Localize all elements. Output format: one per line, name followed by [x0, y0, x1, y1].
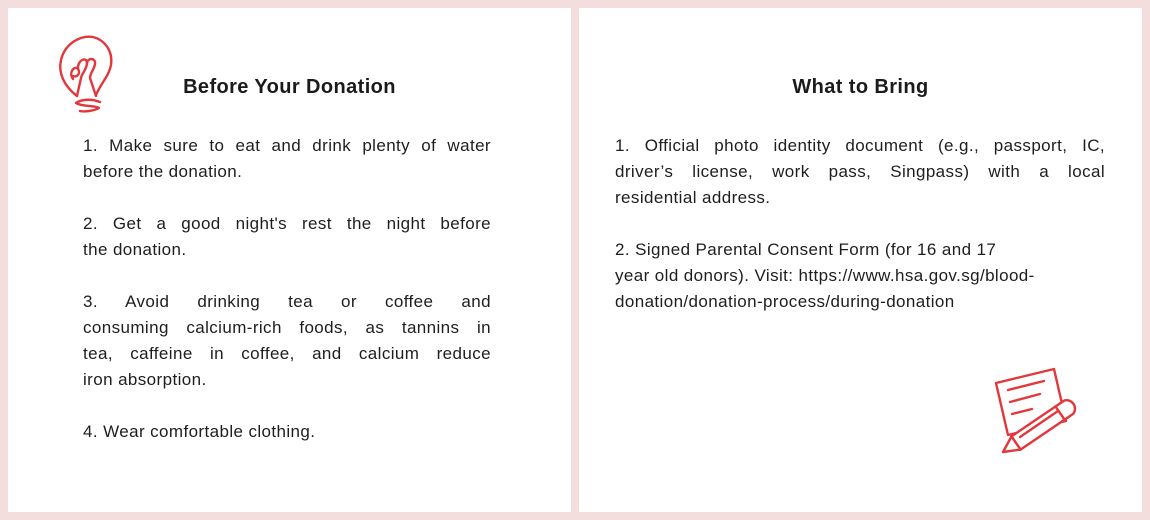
list-item-line: driver’s license, work pass, Singpass) with a local: [615, 162, 1105, 181]
list-item-line: the donation.: [83, 240, 187, 259]
list-item-line: iron absorption.: [83, 370, 207, 389]
card-what-to-bring: [579, 8, 1142, 512]
list-item: [615, 237, 1105, 315]
pencil-paper-icon: [970, 364, 1094, 470]
list-item-line: residential address.: [615, 188, 771, 207]
list-item-line: 3. Avoid drinking tea or coffee and: [83, 292, 491, 311]
list-item: [83, 419, 491, 445]
list-item-line: 4. Wear comfortable clothing.: [83, 422, 316, 441]
list-item-line: consuming calcium-rich foods, as tannins in: [83, 318, 491, 337]
bring-list: [615, 133, 1105, 315]
list-item-line: tea, caffeine in coffee, and calcium reduce: [83, 344, 491, 363]
list-item-line: 2. Get a good night's rest the night before: [83, 214, 491, 233]
list-item-line: before the donation.: [83, 162, 243, 181]
list-item-line: year old donors). Visit: https://www.hsa.gov.sg/blood-: [615, 266, 1035, 285]
list-item-line: 1. Make sure to eat and drink plenty of water: [83, 136, 491, 155]
card-before-your-donation: [8, 8, 571, 512]
list-item: [83, 289, 491, 393]
list-item-line: 2. Signed Parental Consent Form (for 16 and 17: [615, 240, 997, 259]
list-item: [615, 133, 1105, 211]
list-item-line: donation/donation-process/during-donation: [615, 292, 955, 311]
list-item-line: 1. Official photo identity document (e.g., passport, IC,: [615, 136, 1105, 155]
panel-title: Before Your Donation: [183, 76, 396, 98]
panel-title: What to Bring: [792, 76, 929, 98]
lightbulb-icon: [50, 34, 118, 126]
list-item: [83, 211, 491, 263]
tips-list: [83, 133, 491, 445]
list-item: [83, 133, 491, 185]
